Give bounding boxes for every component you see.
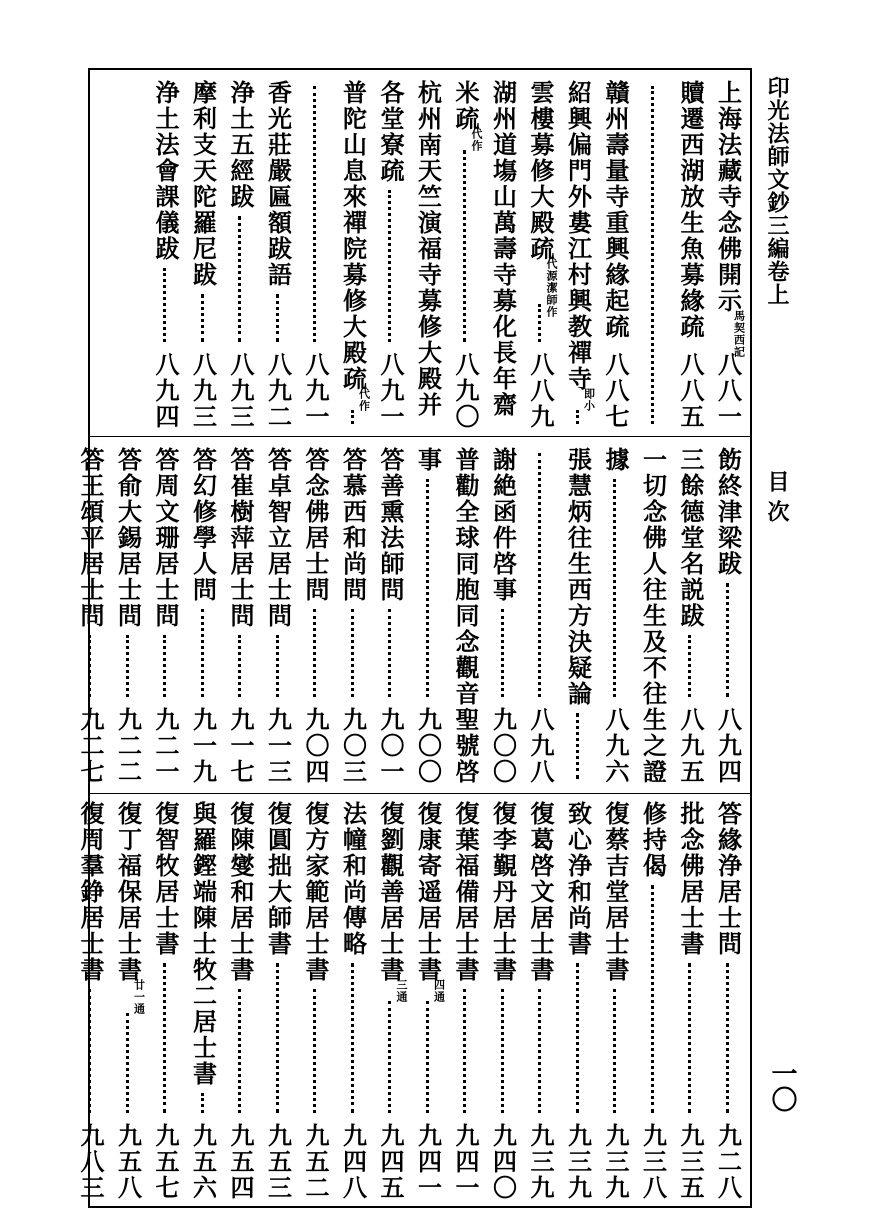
- entry-page-number: 八九一: [376, 352, 405, 430]
- entry-title: 浄土法會課儀跋: [151, 80, 180, 262]
- leader-dots: [351, 410, 354, 424]
- entry-page-number: 九〇一: [376, 707, 405, 785]
- leader-dots: [463, 989, 466, 1113]
- entry-title: 米疏: [451, 80, 480, 132]
- entry-title: 答緣浄居士問: [713, 801, 743, 957]
- toc-entry: [598, 801, 632, 1201]
- leader-dots: [388, 1001, 391, 1113]
- leader-dots: [313, 989, 316, 1113]
- toc-entry: [148, 447, 182, 785]
- leader-dots: [388, 609, 391, 697]
- entry-title: 復李覲丹居士書: [488, 801, 518, 983]
- entry-title: 復周羣錚居士書: [76, 801, 105, 983]
- leader-dots: [576, 713, 579, 779]
- entry-page-number: 八八九: [526, 352, 555, 430]
- entry-page-number: 九四五: [376, 1123, 405, 1201]
- toc-entry: [373, 801, 407, 1201]
- toc-entry: [448, 801, 482, 1201]
- toc-entry: [298, 80, 332, 430]
- entry-page-number: 九五四: [226, 1123, 255, 1201]
- leader-dots: [163, 963, 166, 1113]
- toc-entry: [411, 80, 445, 430]
- entry-title: 答幻修學人問: [188, 447, 218, 603]
- entry-page-number: 九二二: [113, 707, 143, 785]
- entry-title: 答崔樹萍居士問: [226, 447, 255, 629]
- entry-page-number: 九四〇: [488, 1123, 518, 1201]
- leader-dots: [201, 609, 204, 697]
- entry-title: 與羅鏗端陳士牧二居士書: [188, 801, 218, 1087]
- entry-note: 代作: [470, 128, 483, 152]
- entry-note: 代源潔師作: [545, 258, 558, 318]
- entry-title: 復劉觀善居士書: [376, 801, 405, 983]
- toc-entry: [148, 801, 182, 1201]
- toc-entry: [411, 801, 445, 1201]
- toc-entry: [223, 447, 257, 785]
- toc-entry: [186, 80, 220, 430]
- entry-title: 贖遷西湖放生魚募緣疏: [676, 80, 705, 340]
- entry-page-number: 九〇三: [338, 707, 368, 785]
- entry-page-number: 八九〇: [451, 352, 480, 430]
- entry-title: 答卓智立居士問: [263, 447, 293, 629]
- entry-title: 摩利支天陀羅尼跋: [188, 80, 218, 288]
- entry-page-number: 九三九: [563, 1123, 593, 1201]
- entry-title: 答俞大錫居士問: [113, 447, 143, 629]
- toc-entry: [523, 447, 557, 785]
- entry-page-number: 八八五: [676, 352, 705, 430]
- toc-entry: [298, 447, 332, 785]
- leader-dots: [351, 963, 354, 1113]
- toc-band-middle: [76, 447, 750, 785]
- leader-dots: [613, 989, 616, 1113]
- toc-entry: [598, 80, 632, 430]
- toc-entry: [186, 447, 220, 785]
- toc-entry: [448, 447, 482, 785]
- leader-dots: [126, 635, 129, 697]
- leader-dots: [126, 1013, 129, 1113]
- entry-page-number: 九四八: [338, 1123, 368, 1201]
- entry-page-number: 八八一: [713, 352, 743, 430]
- entry-title: 復葉福備居士書: [451, 801, 480, 983]
- toc-entry: [223, 801, 257, 1201]
- entry-title: 普勸全球同胞同念觀音聖號啓: [451, 447, 480, 785]
- leader-dots: [201, 294, 204, 342]
- toc-entry: [711, 80, 745, 430]
- toc-entry: [486, 801, 520, 1201]
- entry-page-number: 九四一: [413, 1123, 443, 1201]
- page-number: 一〇: [767, 1060, 797, 1112]
- entry-title: 謝絶函件啓事: [488, 447, 518, 603]
- entry-page-number: 八九四: [713, 707, 743, 785]
- entry-title: 香光莊嚴匾額跋語: [263, 80, 293, 288]
- entry-page-number: 九五三: [263, 1123, 293, 1201]
- toc-entry: [486, 447, 520, 785]
- toc-entry: [598, 447, 632, 785]
- leader-dots: [276, 294, 279, 342]
- entry-page-number: 八九二: [263, 352, 293, 430]
- leader-dots: [576, 410, 579, 424]
- leader-dots: [538, 304, 541, 342]
- entry-page-number: 八九六: [601, 707, 630, 785]
- toc-entry: [561, 801, 595, 1201]
- toc-entry: [73, 447, 107, 785]
- entry-title: 答慕西和尚問: [338, 447, 368, 603]
- entry-page-number: 九五六: [188, 1123, 218, 1201]
- entry-title: 復蔡吉堂居士書: [601, 801, 630, 983]
- entry-page-number: 八九五: [676, 707, 705, 785]
- toc-entry: [373, 80, 407, 430]
- toc-entry: [561, 80, 595, 430]
- entry-title: 事: [413, 447, 443, 473]
- entry-note: 代作: [357, 388, 371, 412]
- entry-title: 答周文珊居士問: [151, 447, 180, 629]
- entry-page-number: 九五八: [113, 1123, 143, 1201]
- leader-dots: [238, 635, 241, 697]
- entry-title: 修持偈: [638, 801, 668, 879]
- leader-dots: [651, 86, 654, 424]
- entry-title: 復圓拙大師書: [263, 801, 293, 957]
- entry-page-number: 九四一: [451, 1123, 480, 1201]
- toc-entry: [111, 801, 145, 1201]
- leader-dots: [201, 1093, 204, 1113]
- entry-title: 復康寄遥居士書: [413, 801, 443, 983]
- toc-entry: [336, 80, 370, 430]
- entry-title: 法幢和尚傳略: [338, 801, 368, 957]
- entry-page-number: 九八三: [76, 1123, 105, 1201]
- entry-title: 杭州南天竺演福寺募修大殿并: [413, 80, 443, 418]
- toc-entry: [148, 80, 182, 430]
- section-label: 目次: [764, 470, 790, 530]
- entry-title: 復丁福保居士書: [113, 801, 143, 983]
- toc-band-top: [90, 80, 750, 430]
- toc-entry: [673, 801, 707, 1201]
- entry-title: 紹興偏門外婁江村興教禪寺: [563, 80, 593, 392]
- entry-title: 上海法藏寺念佛開示: [713, 80, 743, 314]
- toc-entry: [636, 801, 670, 1201]
- leader-dots: [351, 609, 354, 697]
- entry-title: 普陀山息來禪院募修大殿疏: [338, 80, 368, 392]
- leader-dots: [613, 479, 616, 697]
- toc-entry: [523, 801, 557, 1201]
- toc-entry: [336, 447, 370, 785]
- toc-entry: [561, 447, 595, 785]
- entry-page-number: 八九八: [526, 707, 555, 785]
- leader-dots: [501, 609, 504, 697]
- entry-page-number: 九〇〇: [413, 707, 443, 785]
- toc-entry: [673, 447, 707, 785]
- entry-title: 三餘德堂名説跋: [676, 447, 705, 629]
- entry-page-number: 八九三: [226, 352, 255, 430]
- leader-dots: [726, 963, 729, 1113]
- toc-entry: [711, 801, 745, 1201]
- toc-entry: [298, 801, 332, 1201]
- toc-entry: [73, 801, 107, 1201]
- entry-title: 答王頌平居士問: [76, 447, 105, 629]
- leader-dots: [688, 635, 691, 697]
- entry-page-number: 九五七: [151, 1123, 180, 1201]
- entry-page-number: 九三九: [601, 1123, 630, 1201]
- leader-dots: [88, 635, 91, 697]
- entry-title: 復方家範居士書: [301, 801, 330, 983]
- entry-page-number: 八九四: [151, 352, 180, 430]
- entry-page-number: 九二七: [76, 707, 105, 785]
- leader-dots: [538, 989, 541, 1113]
- entry-note: 即小: [582, 388, 596, 412]
- toc-entry: [223, 80, 257, 430]
- entry-title: 答念佛居士問: [301, 447, 330, 603]
- leader-dots: [463, 150, 466, 342]
- toc-entry: [636, 447, 670, 785]
- entry-page-number: 八九一: [301, 352, 330, 430]
- toc-entry: [523, 80, 557, 430]
- entry-title: 批念佛居士書: [676, 801, 705, 957]
- book-title: 印光法師文鈔三編卷上: [764, 76, 790, 306]
- entry-page-number: 八八七: [601, 352, 630, 430]
- band-divider: [90, 436, 750, 437]
- leader-dots: [238, 216, 241, 342]
- entry-page-number: 九三五: [676, 1123, 705, 1201]
- entry-title: 湖州道塲山萬壽寺募化長年齋: [488, 80, 518, 418]
- toc-entry: [373, 447, 407, 785]
- leader-dots: [88, 989, 91, 1113]
- toc-entry: [448, 80, 482, 430]
- leader-dots: [426, 1001, 429, 1113]
- entry-note: 四通: [432, 979, 446, 1003]
- leader-dots: [501, 989, 504, 1113]
- entry-title: 浄土五經跋: [226, 80, 255, 210]
- toc-entry: [673, 80, 707, 430]
- entry-title: 答善熏法師問: [376, 447, 405, 603]
- entry-page-number: 九〇〇: [488, 707, 518, 785]
- band-divider: [90, 793, 750, 794]
- toc-entry: [261, 80, 295, 430]
- toc-band-bottom: [76, 801, 750, 1201]
- entry-page-number: 九〇四: [301, 707, 330, 785]
- entry-page-number: 九二八: [713, 1123, 743, 1201]
- entry-page-number: 八九三: [188, 352, 218, 430]
- leader-dots: [276, 963, 279, 1113]
- entry-title: 復葛啓文居士書: [526, 801, 555, 983]
- leader-dots: [313, 609, 316, 697]
- toc-entry: [336, 801, 370, 1201]
- entry-title: 贛州壽量寺重興緣起疏: [601, 80, 630, 340]
- entry-page-number: 九一九: [188, 707, 218, 785]
- entry-title: 飭終津梁跋: [713, 447, 743, 577]
- entry-page-number: 九一七: [226, 707, 255, 785]
- entry-note: 三通: [395, 979, 408, 1003]
- entry-title: 致心浄和尚書: [563, 801, 593, 957]
- entry-title: 據: [601, 447, 630, 473]
- entry-title: 張慧炳往生西方決疑論: [563, 447, 593, 707]
- leader-dots: [538, 453, 541, 697]
- leader-dots: [576, 963, 579, 1113]
- entry-note: 馬契西記: [732, 310, 746, 358]
- entry-page-number: 九三九: [526, 1123, 555, 1201]
- leader-dots: [276, 635, 279, 697]
- toc-entry: [486, 80, 520, 430]
- entry-title: 復智牧居士書: [151, 801, 180, 957]
- entry-note: 廿一通: [132, 979, 146, 1015]
- toc-entry: [186, 801, 220, 1201]
- leader-dots: [651, 885, 654, 1113]
- leader-dots: [238, 989, 241, 1113]
- running-header: [752, 68, 808, 1208]
- toc-entry: [636, 80, 670, 430]
- entry-title: 雲樓募修大殿疏: [526, 80, 555, 262]
- toc-entry: [711, 447, 745, 785]
- leader-dots: [313, 86, 316, 342]
- leader-dots: [388, 190, 391, 342]
- toc-entry: [261, 801, 295, 1201]
- entry-page-number: 九二一: [151, 707, 180, 785]
- entry-title: 復陳燮和居士書: [226, 801, 255, 983]
- entry-page-number: 九三八: [638, 1123, 668, 1201]
- leader-dots: [726, 583, 729, 697]
- toc-entry: [261, 447, 295, 785]
- leader-dots: [688, 963, 691, 1113]
- leader-dots: [163, 635, 166, 697]
- toc-entry: [111, 447, 145, 785]
- entry-page-number: 九一三: [263, 707, 293, 785]
- toc-frame: [76, 68, 752, 1208]
- entry-title: 各堂寮疏: [376, 80, 405, 184]
- leader-dots: [163, 268, 166, 342]
- entry-page-number: 九五二: [301, 1123, 330, 1201]
- toc-entry: [411, 447, 445, 785]
- entry-title: 一切念佛人往生及不往生之證: [638, 447, 668, 785]
- leader-dots: [426, 479, 429, 697]
